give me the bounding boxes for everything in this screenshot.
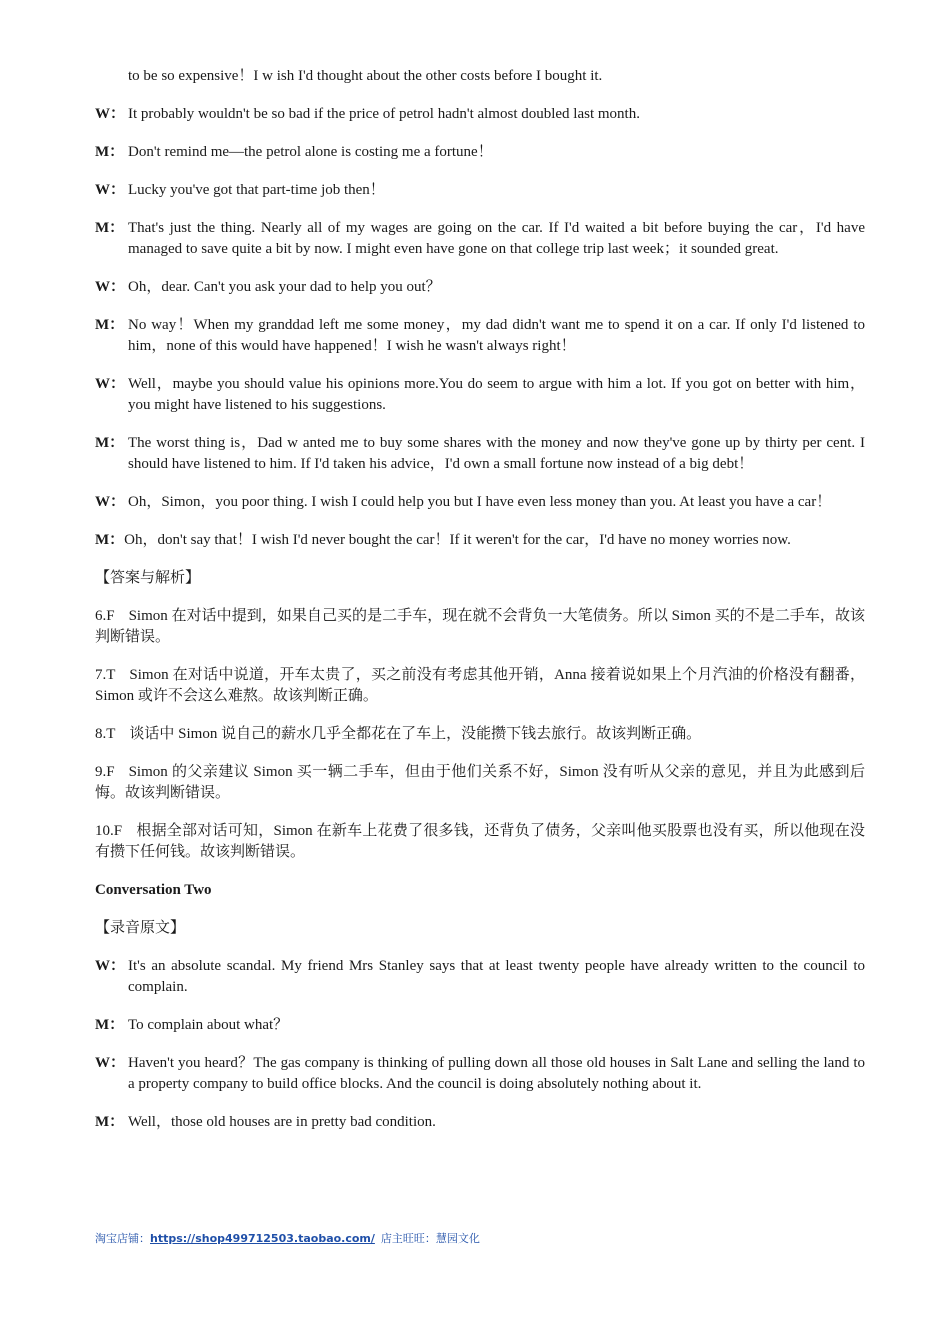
- answer-number: 10.F: [95, 823, 123, 839]
- document-page: [95, 66, 865, 1133]
- answer-number: 6.F: [95, 608, 115, 624]
- shop-label: 淘宝店铺：: [95, 1232, 150, 1245]
- dialogue-text: It probably wouldn't be so bad if the price of petrol hadn't almost doubled last month.: [128, 106, 640, 122]
- speaker-label: M：: [95, 1114, 125, 1130]
- answer-explanation: Simon 的父亲建议 Simon 买一辆二手车，但由于他们关系不好，Simon 没有听从父亲的意见，并且为此感到后悔。故该判断错误。: [95, 764, 865, 801]
- dialogue-text: No way！When my granddad left me some money，my dad didn't want me to spend it on a car. If only I'd listened to him，none of this would have happened！I wish he wasn't always right！: [128, 317, 865, 354]
- speaker-label: W：: [95, 494, 126, 510]
- speaker-label: M：: [95, 1017, 125, 1033]
- dialogue-line: [95, 315, 865, 357]
- answer-item: [95, 821, 865, 863]
- dialogue-text: Oh，Simon，you poor thing. I wish I could help you but I have even less money than you. At least you have a car！: [128, 494, 832, 510]
- conversation-one: [95, 104, 865, 551]
- dialogue-line: [95, 374, 865, 416]
- page-footer: [95, 1230, 480, 1246]
- answers-list: [95, 606, 865, 863]
- conversation-two-title: Conversation Two: [95, 882, 212, 898]
- dialogue-line: [95, 1053, 865, 1095]
- answer-explanation: Simon 在对话中提到，如果自己买的是二手车，现在就不会背负一大笔债务。所以 Simon 买的不是二手车，故该判断错误。: [95, 608, 865, 645]
- dialogue-line: [95, 104, 865, 125]
- dialogue-text: Don't remind me—the petrol alone is costing me a fortune！: [128, 144, 493, 160]
- dialogue-line: [95, 218, 865, 260]
- dialogue-line: [95, 530, 865, 551]
- dialogue-line: [95, 433, 865, 475]
- speaker-label: W：: [95, 376, 126, 392]
- dialogue-text: Oh，dear. Can't you ask your dad to help you out？: [128, 279, 441, 295]
- dialogue-line: [95, 1015, 865, 1036]
- speaker-label: W：: [95, 279, 126, 295]
- answer-number: 9.F: [95, 764, 115, 780]
- speaker-label: M：: [95, 532, 125, 548]
- conversation-two: [95, 956, 865, 1133]
- dialogue-line: [95, 956, 865, 998]
- shop-link[interactable]: https://shop499712503.taobao.com/: [150, 1232, 375, 1245]
- dialogue-line: [95, 1112, 865, 1133]
- dialogue-text: To complain about what？: [128, 1017, 289, 1033]
- answer-item: [95, 665, 865, 707]
- answer-number: 8.T: [95, 726, 116, 742]
- speaker-label: W：: [95, 182, 126, 198]
- dialogue-text: It's an absolute scandal. My friend Mrs Stanley says that at least twenty people have already written to the council to complain.: [128, 958, 865, 995]
- dialogue-text: Well，those old houses are in pretty bad condition.: [128, 1114, 436, 1130]
- dialogue-text: Well，maybe you should value his opinions more.You do seem to argue with him a lot. If you got on better with him，you might have listened to his suggestions.: [128, 376, 865, 413]
- transcript-heading: 【录音原文】: [95, 920, 186, 936]
- answers-heading: 【答案与解析】: [95, 570, 201, 586]
- answer-explanation: Simon 在对话中说道，开车太贵了，买之前没有考虑其他开销，Anna 接着说如果上个月汽油的价格没有翻番，Simon 或许不会这么难熬。故该判断正确。: [95, 667, 865, 704]
- answer-number: 7.T: [95, 667, 116, 683]
- dialogue-line: [95, 180, 865, 201]
- speaker-label: W：: [95, 106, 126, 122]
- dialogue-text: The worst thing is，Dad w anted me to buy some shares with the money and now they've gone up by thirty per cent. I should have listened to him. If I'd taken his advice，I'd own a small fortune now instead of a big debt！: [128, 435, 865, 472]
- speaker-label: M：: [95, 220, 125, 236]
- dialogue-line: [95, 277, 865, 298]
- dialogue-text: Lucky you've got that part-time job then！: [128, 182, 385, 198]
- dialogue-text: That's just the thing. Nearly all of my wages are going on the car. If I'd waited a bit before buying the car，I'd have managed to save quite a bit by now. I might even have gone on that college trip last week；it sounded great.: [128, 220, 865, 257]
- answer-explanation: 谈话中 Simon 说自己的薪水几乎全都花在了车上，没能攒下钱去旅行。故该判断正确。: [129, 726, 702, 742]
- speaker-label: W：: [95, 958, 126, 974]
- continuation-text: to be so expensive！I w ish I'd thought about the other costs before I bought it.: [128, 68, 603, 84]
- dialogue-text: Haven't you heard？The gas company is thinking of pulling down all those old houses in Salt Lane and selling the land to a property company to build office blocks. And the council is doing absolutely nothing about it.: [128, 1055, 865, 1092]
- dialogue-line: [95, 492, 865, 513]
- owner-label: 店主旺旺：慧园文化: [380, 1232, 480, 1245]
- speaker-label: M：: [95, 317, 125, 333]
- answer-explanation: 根据全部对话可知，Simon 在新车上花费了很多钱，还背负了债务，父亲叫他买股票也没有买，所以他现在没有攒下任何钱。故该判断错误。: [95, 823, 865, 860]
- dialogue-line: [95, 142, 865, 163]
- speaker-label: M：: [95, 435, 125, 451]
- speaker-label: W：: [95, 1055, 126, 1071]
- speaker-label: M：: [95, 144, 125, 160]
- answer-item: [95, 606, 865, 648]
- answer-item: [95, 762, 865, 804]
- dialogue-text: Oh，don't say that！I wish I'd never bought the car！If it weren't for the car，I'd have no money worries now.: [124, 532, 791, 548]
- answer-item: [95, 724, 865, 745]
